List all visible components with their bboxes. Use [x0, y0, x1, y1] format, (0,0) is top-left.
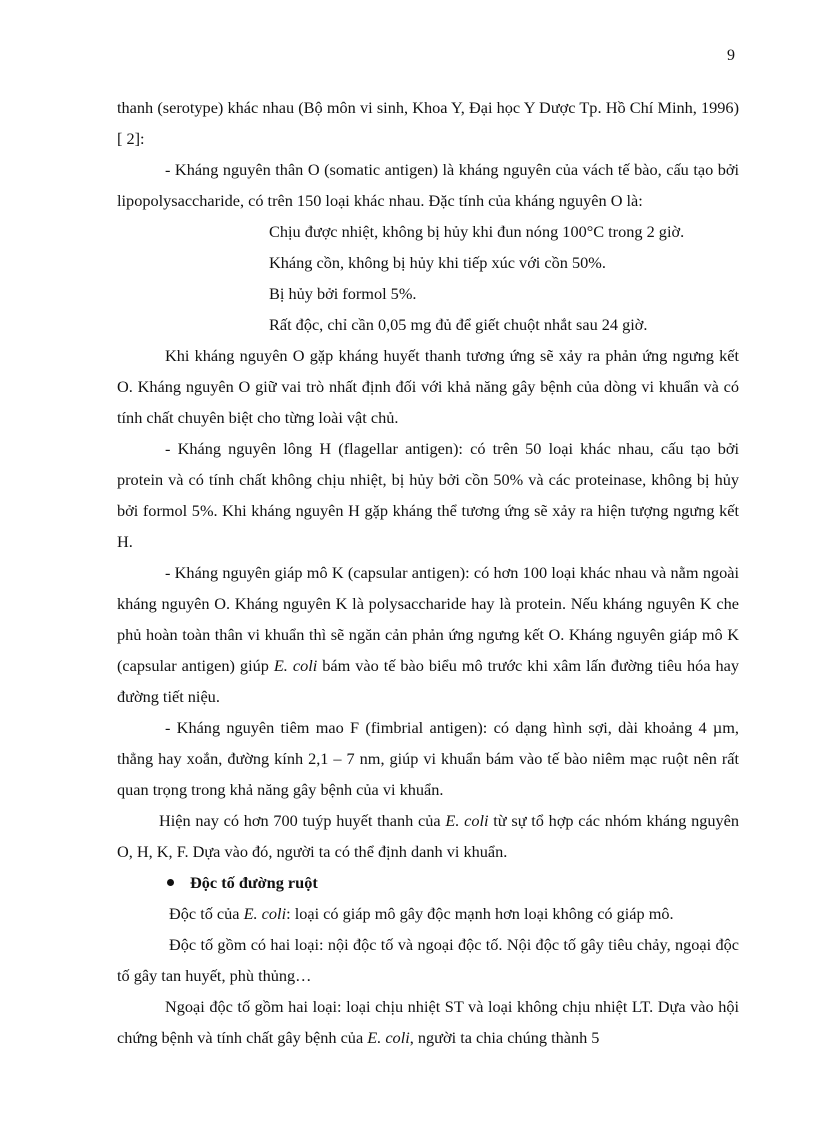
paragraph-antigen-o: - Kháng nguyên thân O (somatic antigen) là kháng nguyên của vách tế bào, cấu tạo bởi lipopolysaccharide, có trên 150 loại khác nhau. Đặc tính của kháng nguyên O là: [117, 160, 739, 210]
paragraph-toxin-types: Độc tố gồm có hai loại: nội độc tố và ngoại độc tố. Nội độc tố gây tiêu chảy, ngoại độc tố gây tan huyết, phù thủng… [117, 935, 739, 985]
paragraph-exotoxin [117, 991, 739, 1053]
text-run: Độc tố của [169, 904, 244, 923]
heading-text: Độc tố đường ruột [190, 873, 318, 892]
paragraph-agglutination-o: Khi kháng nguyên O gặp kháng huyết thanh tương ứng sẽ xảy ra phản ứng ngưng kết O. Kháng nguyên O giữ vai trò nhất định đối với khả năng gây bệnh của dòng vi khuẩn và có tính chất chuyên biệt cho từng loài vật chủ. [117, 346, 739, 427]
text-run: từ sự tổ hợp các nhóm kháng nguyên O, H, K, F. Dựa vào đó, người ta có thể định danh vi khuẩn. [117, 811, 740, 861]
paragraph-antigen-f: - Kháng nguyên tiêm mao F (fimbrial antigen): có dạng hình sợi, dài khoảng 4 µm, thẳng hay xoắn, đường kính 2,1 – 7 nm, giúp vi khuẩn bám vào tế bào niêm mạc ruột nên rất quan trọng trong khả năng gây bệnh của vi khuẩn. [117, 718, 739, 799]
paragraph-toxin-capsule [117, 898, 739, 929]
bullet-icon [167, 879, 174, 886]
antigen-o-property-2: Kháng cồn, không bị hủy khi tiếp xúc với cồn 50%. [269, 253, 606, 272]
paragraph-antigen-h: - Kháng nguyên lông H (flagellar antigen): có trên 50 loại khác nhau, cấu tạo bởi protein và có tính chất không chịu nhiệt, bị hủy bởi cồn 50% và các proteinase, không bị hủy bởi formol 5%. Khi kháng nguyên H gặp kháng thể tương ứng sẽ xảy ra hiện tượng ngưng kết H. [117, 439, 739, 551]
species-name: E. coli [367, 1028, 410, 1047]
antigen-o-property-3: Bị hủy bởi formol 5%. [269, 284, 417, 303]
text-run: bám vào tế bào biểu mô trước khi xâm lấn đường tiêu hóa hay đường tiết niệu. [117, 656, 740, 706]
species-name: E. coli [243, 904, 287, 923]
species-name: E. coli [445, 811, 489, 830]
page-number: 9 [727, 47, 735, 64]
text-run: Ngoại độc tố gồm hai loại: loại chịu nhiệt ST và loại không chịu nhiệt LT. Dựa vào hội chứng bệnh và tính chất gây bệnh của [117, 997, 739, 1047]
paragraph-serotype-count [117, 805, 739, 867]
text-run: : loại có giáp mô gây độc mạnh hơn loại không có giáp mô. [286, 904, 674, 923]
section-heading-enterotoxin [167, 867, 739, 898]
document-body [117, 92, 739, 1053]
text-run: Hiện nay có hơn 700 tuýp huyết thanh của [159, 811, 446, 830]
antigen-o-property-1: Chịu được nhiệt, không bị hủy khi đun nóng 100°C trong 2 giờ. [269, 222, 685, 241]
paragraph-antigen-k [117, 557, 739, 712]
species-name: E. coli [273, 656, 318, 675]
text-run: - Kháng nguyên giáp mô K (capsular antigen): có hơn 100 loại khác nhau và nằm ngoài kháng nguyên O. Kháng nguyên K là polysaccharide hay là protein. Nếu kháng nguyên K che phủ hoàn toàn thân vi khuẩn thì sẽ ngăn cản phản ứng ngưng kết O. Kháng nguyên giáp mô K (capsular antigen) giúp [117, 563, 739, 675]
antigen-o-property-4: Rất độc, chỉ cần 0,05 mg đủ để giết chuột nhắt sau 24 giờ. [269, 315, 648, 334]
text-run: , người ta chia chúng thành 5 [409, 1028, 600, 1047]
paragraph-serotype-intro: thanh (serotype) khác nhau (Bộ môn vi sinh, Khoa Y, Đại học Y Dược Tp. Hồ Chí Minh, 1996)[ 2]: [117, 98, 739, 148]
